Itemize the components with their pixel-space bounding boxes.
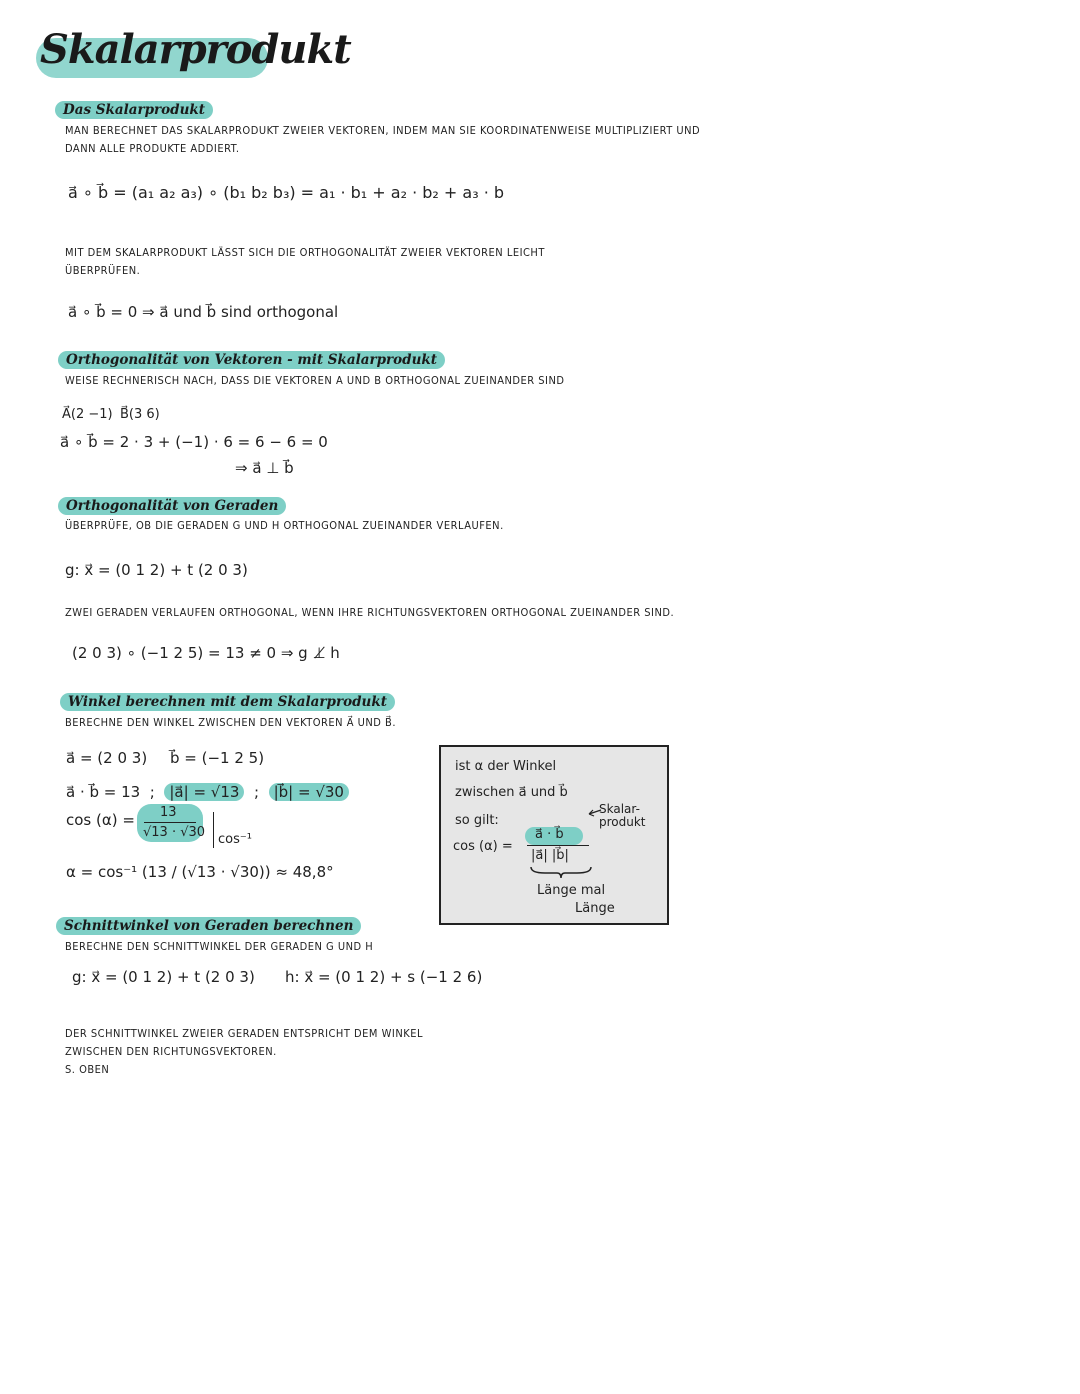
line-g-equation: g: x⃗ = (0 1 2) + t (2 0 3) xyxy=(65,561,248,579)
cos-label: cos (α) = xyxy=(66,811,135,829)
section1-text2: DANN ALLE PRODUKTE ADDIERT. xyxy=(65,142,240,155)
section1-formula2: a⃗ ∘ b⃗ = 0 ⇒ a⃗ und b⃗ sind orthogonal xyxy=(68,303,339,321)
vector-a-def: a⃗ = (2 0 3) xyxy=(66,749,148,767)
section5-text1: BERECHNE DEN SCHNITTWINKEL DER GERADEN G UND H xyxy=(65,940,374,953)
section1-text1: MAN BERECHNET DAS SKALARPRODUKT ZWEIER VEKTOREN, INDEM MAN SIE KOORDINATENWEISE MULTIPLIZIERT UND xyxy=(65,124,701,137)
section5-text4: S. OBEN xyxy=(65,1063,110,1076)
section3-calc: (2 0 3) ∘ (−1 2 5) = 13 ≠ 0 ⇒ g ⊥̸ h xyxy=(72,644,340,662)
section1-formula: a⃗ ∘ b⃗ = (a₁ a₂ a₃) ∘ (b₁ b₂ b₃) = a₁ · b₁ + a₂ · b₂ + a₃ · b xyxy=(68,183,505,202)
underbrace-icon xyxy=(529,865,593,879)
infobox-line2: zwischen a⃗ und b⃗ xyxy=(455,785,568,800)
infobox-note: Skalar- produkt xyxy=(599,802,646,829)
section4-text1: BERECHNE DEN WINKEL ZWISCHEN DEN VEKTOREN A⃗ UND B⃗. xyxy=(65,716,396,729)
section-heading-orthogonalitaet-vektoren: Orthogonalität von Vektoren - mit Skalarprodukt xyxy=(58,351,445,369)
operation-bar xyxy=(213,812,214,848)
infobox-denominator: |a⃗| |b⃗| xyxy=(531,848,569,863)
infobox-cos-label: cos (α) = xyxy=(453,839,513,854)
infobox-line3: so gilt: xyxy=(455,813,499,828)
section3-text1: ÜBERPRÜFE, OB DIE GERADEN G UND H ORTHOGONAL ZUEINANDER VERLAUFEN. xyxy=(65,519,504,532)
infobox-numerator: a⃗ · b⃗ xyxy=(535,827,564,842)
line-h-equation: h: x⃗ = (0 1 2) + s (−1 2 6) xyxy=(285,968,483,986)
page-title: Skalarprodukt xyxy=(40,26,351,73)
section-heading-orthogonalitaet-geraden: Orthogonalität von Geraden xyxy=(58,497,286,515)
brace-label-2: Länge xyxy=(575,901,615,916)
section5-text2: DER SCHNITTWINKEL ZWEIER GERADEN ENTSPRICHT DEM WINKEL xyxy=(65,1027,423,1040)
section-heading-winkel: Winkel berechnen mit dem Skalarprodukt xyxy=(60,693,395,711)
dot-product: a⃗ · b⃗ = 13 xyxy=(66,783,141,801)
section2-result: ⇒ a⃗ ⊥ b⃗ xyxy=(235,459,294,477)
alpha-result: α = cos⁻¹ (13 / (√13 · √30)) ≈ 48,8° xyxy=(66,863,334,881)
length-a: |a⃗| = √13 xyxy=(164,783,244,801)
section-heading-schnittwinkel: Schnittwinkel von Geraden berechnen xyxy=(56,917,361,935)
cos-numerator: 13 xyxy=(160,805,177,820)
given-vector-b: B⃗(3 6) xyxy=(120,407,160,422)
separator: ; xyxy=(249,783,264,801)
infobox-line1: ist α der Winkel xyxy=(455,759,557,774)
dot-product-line xyxy=(66,782,349,802)
length-b: |b⃗| = √30 xyxy=(269,783,349,801)
section1-text3: MIT DEM SKALARPRODUKT LÄSST SICH DIE ORTHOGONALITÄT ZWEIER VEKTOREN LEICHT xyxy=(65,246,545,259)
infobox-fraction-bar xyxy=(527,845,589,846)
section3-text2: ZWEI GERADEN VERLAUFEN ORTHOGONAL, WENN IHRE RICHTUNGSVEKTOREN ORTHOGONAL ZUEINANDER SIND. xyxy=(65,606,675,619)
section1-text4: ÜBERPRÜFEN. xyxy=(65,264,141,277)
section5-text3: ZWISCHEN DEN RICHTUNGSVEKTOREN. xyxy=(65,1045,277,1058)
vector-b-def: b⃗ = (−1 2 5) xyxy=(170,749,265,767)
cos-inverse: cos⁻¹ xyxy=(218,832,252,847)
line-g-equation-2: g: x⃗ = (0 1 2) + t (2 0 3) xyxy=(72,968,255,986)
given-vector-a: A⃗(2 −1) xyxy=(62,407,113,422)
section-heading-skalarprodukt: Das Skalarprodukt xyxy=(55,101,213,119)
brace-label-1: Länge mal xyxy=(537,883,606,898)
section2-calc: a⃗ ∘ b⃗ = 2 · 3 + (−1) · 6 = 6 − 6 = 0 xyxy=(60,433,328,451)
separator: ; xyxy=(145,783,160,801)
section2-text1: WEISE RECHNERISCH NACH, DASS DIE VEKTOREN A UND B ORTHOGONAL ZUEINANDER SIND xyxy=(65,374,565,387)
arrow-icon xyxy=(586,807,602,817)
info-box xyxy=(439,745,669,925)
cos-denominator: √13 · √30 xyxy=(143,825,206,840)
